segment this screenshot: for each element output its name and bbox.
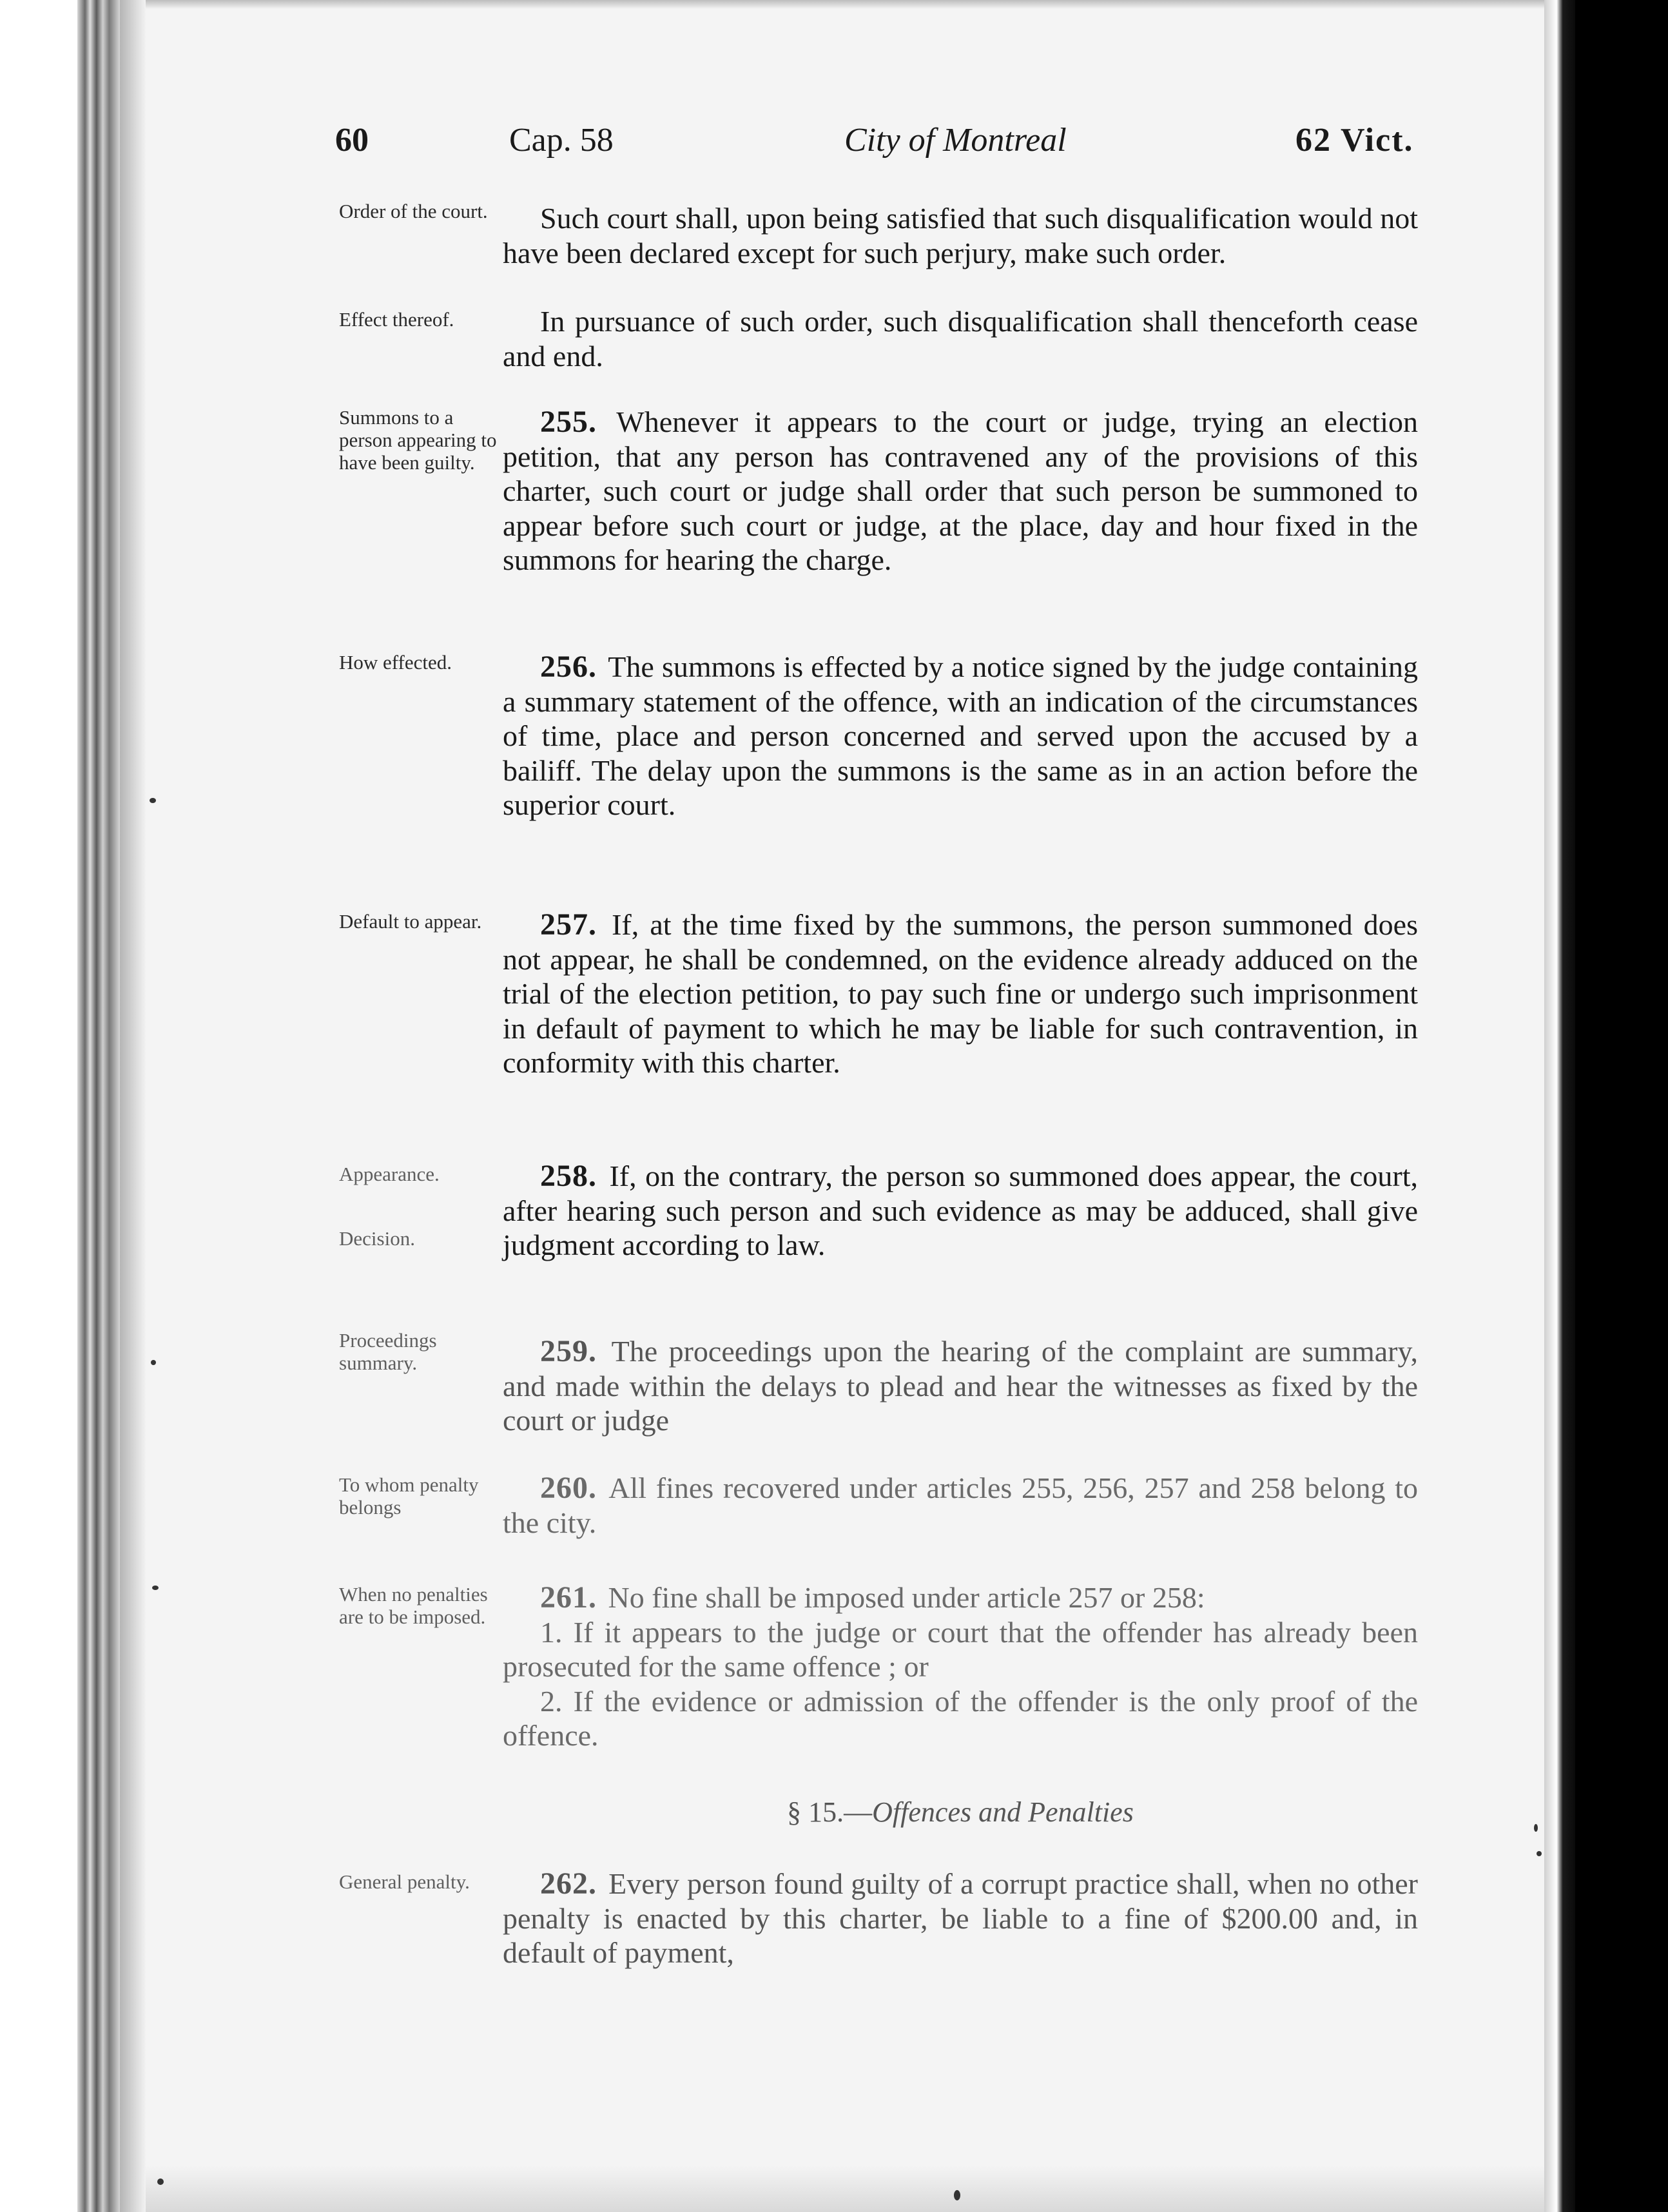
margin-note-general-penalty: General penalty. — [339, 1870, 470, 1893]
article-number: 255. — [540, 405, 597, 439]
scan-speck — [954, 2190, 960, 2200]
scan-speck — [151, 1360, 156, 1365]
paragraph-text: Such court shall, upon being satisfied that such disqualification would not have been declared except for such perjury, make such order. — [503, 202, 1418, 269]
book-title: City of Montreal — [844, 122, 1067, 159]
article-number: 259. — [540, 1334, 597, 1368]
article-text: Whenever it appears to the court or judge, trying an election petition, that any person has contravened any of the provisions of this charter, such court or judge shall order that such person be summoned to appear before such court or judge, at the place, day and hour fixed in the summons for hearing the charge. — [503, 405, 1418, 576]
article-text: The proceedings upon the hearing of the complaint are summary, and made within the delays to plead and hear the witnesses as fixed by the court or judge — [503, 1335, 1419, 1437]
article-text: No fine shall be imposed under article 257 or 258: — [608, 1581, 1205, 1614]
regnal-year: 62 Vict. — [1295, 122, 1414, 159]
section-title: Offences and Penalties — [872, 1796, 1134, 1828]
paragraph-order-of-court — [503, 201, 1418, 270]
page-number: 60 — [335, 122, 369, 159]
section-heading — [503, 1796, 1418, 1829]
page-right-edge — [1544, 0, 1575, 2212]
article-number: 262. — [540, 1867, 597, 1901]
margin-note-to-whom-penalty: To whom penalty belongs — [339, 1473, 479, 1518]
margin-note-how-effected: How effected. — [339, 651, 452, 674]
article-text: All fines recovered under articles 255, 256, 257 and 258 belong to the city. — [503, 1471, 1418, 1539]
section-number: § 15.— — [787, 1796, 873, 1828]
paragraph-effect-thereof — [503, 304, 1418, 373]
scan-speck — [1534, 1824, 1538, 1832]
margin-note-default-to-appear: Default to appear. — [339, 910, 482, 933]
book-binding — [77, 0, 120, 2212]
scan-speck — [1537, 1851, 1542, 1856]
page-bottom-edge — [146, 2166, 1544, 2212]
running-header — [335, 121, 1418, 173]
article-261 — [503, 1580, 1418, 1753]
scan-speck — [152, 1586, 159, 1590]
article-256 — [503, 650, 1418, 822]
article-text: Every person found guilty of a corrupt practice shall, when no other penalty is enacted by this charter, be liable to a fine of $200.00 and, in default of payment, — [503, 1867, 1419, 1969]
scan-speck — [150, 798, 156, 803]
margin-note-order-of-court: Order of the court. — [339, 200, 488, 222]
article-261-clause-2: 2. If the evidence or admission of the offender is the only proof of the offence. — [503, 1684, 1418, 1752]
article-262 — [503, 1867, 1418, 1970]
article-text: If, on the contrary, the person so summoned does appear, the court, after hearing such person and such evidence as may be adduced, shall give judgment according to law. — [503, 1159, 1418, 1261]
article-259 — [503, 1334, 1418, 1438]
article-number: 260. — [540, 1471, 597, 1505]
article-text: The summons is effected by a notice signed by the judge containing a summary statement of the offence, with an indication of the circumstances of time, place and person concerned and served upon the accused by a bailiff. The delay upon the summons is the same as in an action before the superior court. — [503, 650, 1418, 821]
article-260 — [503, 1471, 1418, 1540]
margin-note-summons: Summons to a person appearing to have been guilty. — [339, 406, 497, 474]
article-255 — [503, 405, 1418, 577]
scan-speck — [157, 2178, 164, 2185]
chapter-label: Cap. 58 — [509, 122, 614, 159]
paragraph-text: In pursuance of such order, such disqualification shall thenceforth cease and end. — [503, 305, 1418, 373]
article-number: 258. — [540, 1159, 597, 1193]
article-number: 261. — [540, 1580, 597, 1615]
gutter-shadow — [120, 0, 146, 2212]
article-261-clause-1: 1. If it appears to the judge or court that the offender has already been prosecuted for the same offence ; or — [503, 1615, 1418, 1683]
article-number: 257. — [540, 907, 597, 942]
page-top-edge — [146, 0, 1544, 9]
article-text: If, at the time fixed by the summons, the person summoned does not appear, he shall be condemned, on the evidence already adduced on the trial of the election petition, to pay such fine or undergo such imprisonment in default of payment to which he may be liable for such contravention, in conformity with this charter. — [503, 908, 1418, 1079]
margin-note-decision: Decision. — [339, 1227, 415, 1250]
margin-note-appearance: Appearance. — [339, 1163, 440, 1185]
article-258 — [503, 1159, 1418, 1263]
margin-note-effect-thereof: Effect thereof. — [339, 308, 454, 331]
scan-background — [1575, 0, 1668, 2212]
margin-note-proceedings: Proceedings summary. — [339, 1329, 437, 1374]
margin-note-when-no-penalties: When no penalties are to be imposed. — [339, 1583, 488, 1628]
article-number: 256. — [540, 650, 597, 684]
article-257 — [503, 907, 1418, 1080]
